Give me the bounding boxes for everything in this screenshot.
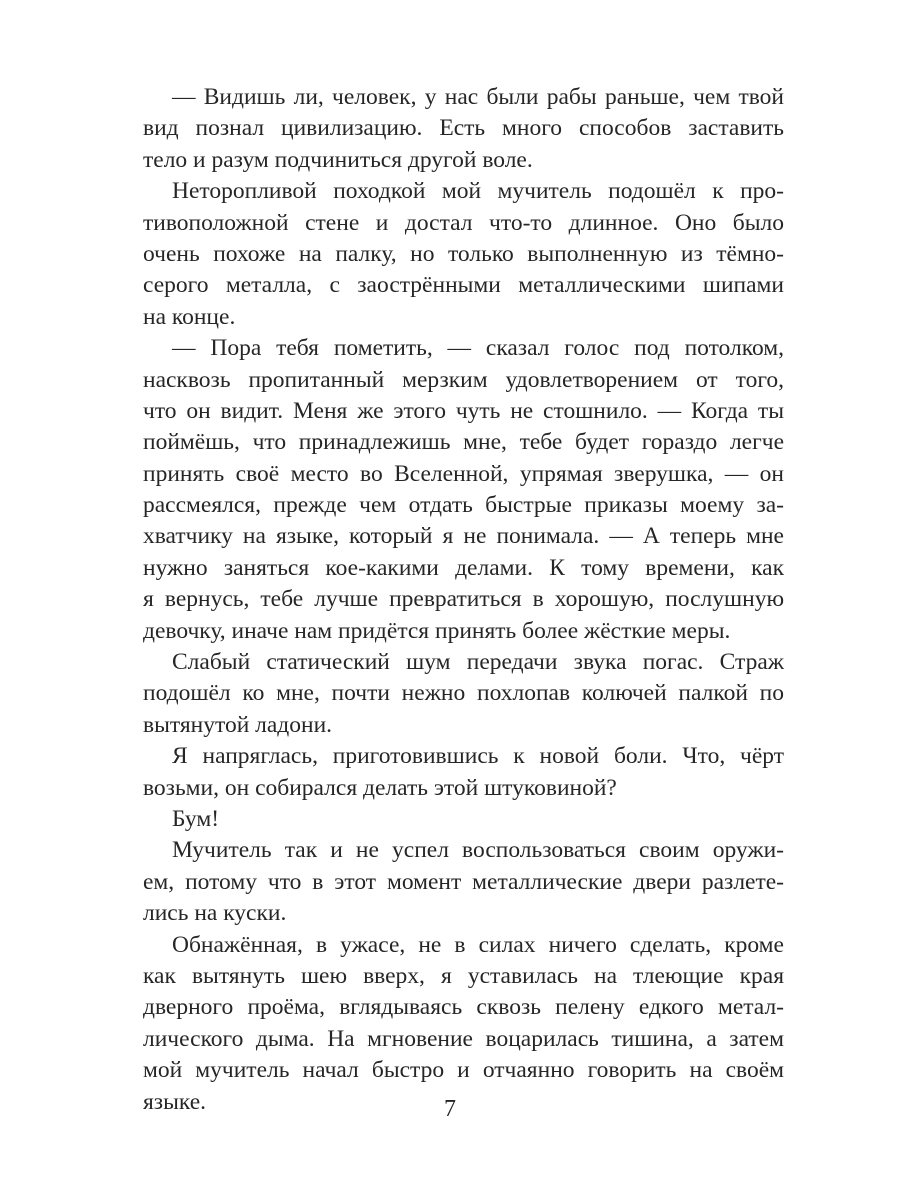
text-line: хватчику на языке, который я не понимала. — А теперь мне [143, 523, 784, 550]
text-line: лического дыма. На мгновение воцарилась тишина, а затем [143, 1025, 784, 1052]
text-line: дверного проёма, вглядываясь сквозь пелену едкого метал- [143, 994, 784, 1021]
text-line: принять своё место во Вселенной, упрямая зверушка, — он [143, 460, 784, 487]
text-line: вытянутой ладони. [143, 711, 333, 738]
text-line: поймёшь, что принадлежишь мне, тебе будет гораздо легче [143, 429, 784, 456]
text-line: что он видит. Меня же этого чуть не стошнило. — Когда ты [143, 397, 784, 424]
text-line: насквозь пропитанный мерзким удовлетворением от того, [143, 366, 784, 393]
text-line: вид познал цивилизацию. Есть много способов заставить [143, 115, 784, 142]
text-line: подошёл ко мне, почти нежно похлопав колючей палкой по [143, 680, 784, 707]
paragraph [143, 176, 784, 333]
text-line: Бум! [172, 805, 220, 832]
text-line: очень похоже на палку, но только выполненную из тёмно- [143, 240, 784, 267]
text-line: лись на куски. [143, 900, 287, 927]
text-line: тело и разум подчиниться другой воле. [143, 146, 533, 173]
paragraph [143, 333, 784, 647]
paragraph [143, 804, 784, 835]
body-text [143, 82, 784, 1118]
text-line: тивоположной стене и достал что-то длинное. Оно было [143, 209, 784, 236]
page-number: 7 [444, 1096, 456, 1122]
paragraph [143, 82, 784, 176]
text-line: Слабый статический шум передачи звука погас. Страж [172, 649, 784, 676]
paragraph [143, 647, 784, 741]
text-line: Обнажённая, в ужасе, не в силах ничего сделать, кроме [172, 931, 784, 958]
text-line: — Пора тебя пометить, — сказал голос под потолком, [172, 335, 784, 362]
text-line: рассмеялся, прежде чем отдать быстрые приказы моему за- [143, 492, 784, 519]
text-line: Неторопливой походкой мой мучитель подошёл к про- [172, 178, 784, 205]
text-line: возьми, он собирался делать этой штуковиной? [143, 774, 617, 801]
text-line: мой мучитель начал быстро и отчаянно говорить на своём [143, 1057, 784, 1084]
paragraph [143, 835, 784, 929]
text-line: как вытянуть шею вверх, я уставилась на тлеющие края [143, 962, 784, 989]
text-line: языке. [143, 1088, 207, 1115]
text-line: я вернусь, тебе лучше превратиться в хорошую, послушную [143, 586, 784, 613]
text-line: Мучитель так и не успел воспользоваться своим оружи- [172, 837, 784, 864]
text-line: — Видишь ли, человек, у нас были рабы раньше, чем твой [172, 84, 784, 110]
text-line: на конце. [143, 303, 236, 330]
text-line: нужно заняться кое-какими делами. К тому времени, как [143, 554, 784, 581]
paragraph [143, 741, 784, 804]
text-line: девочку, иначе нам придётся принять более жёсткие меры. [143, 617, 731, 644]
text-line: серого металла, с заострёнными металлическими шипами [143, 272, 784, 299]
text-line: ем, потому что в этот момент металлические двери разлете- [143, 868, 784, 895]
text-line: Я напряглась, приготовившись к новой боли. Что, чёрт [172, 743, 784, 770]
paragraph [143, 930, 784, 1118]
